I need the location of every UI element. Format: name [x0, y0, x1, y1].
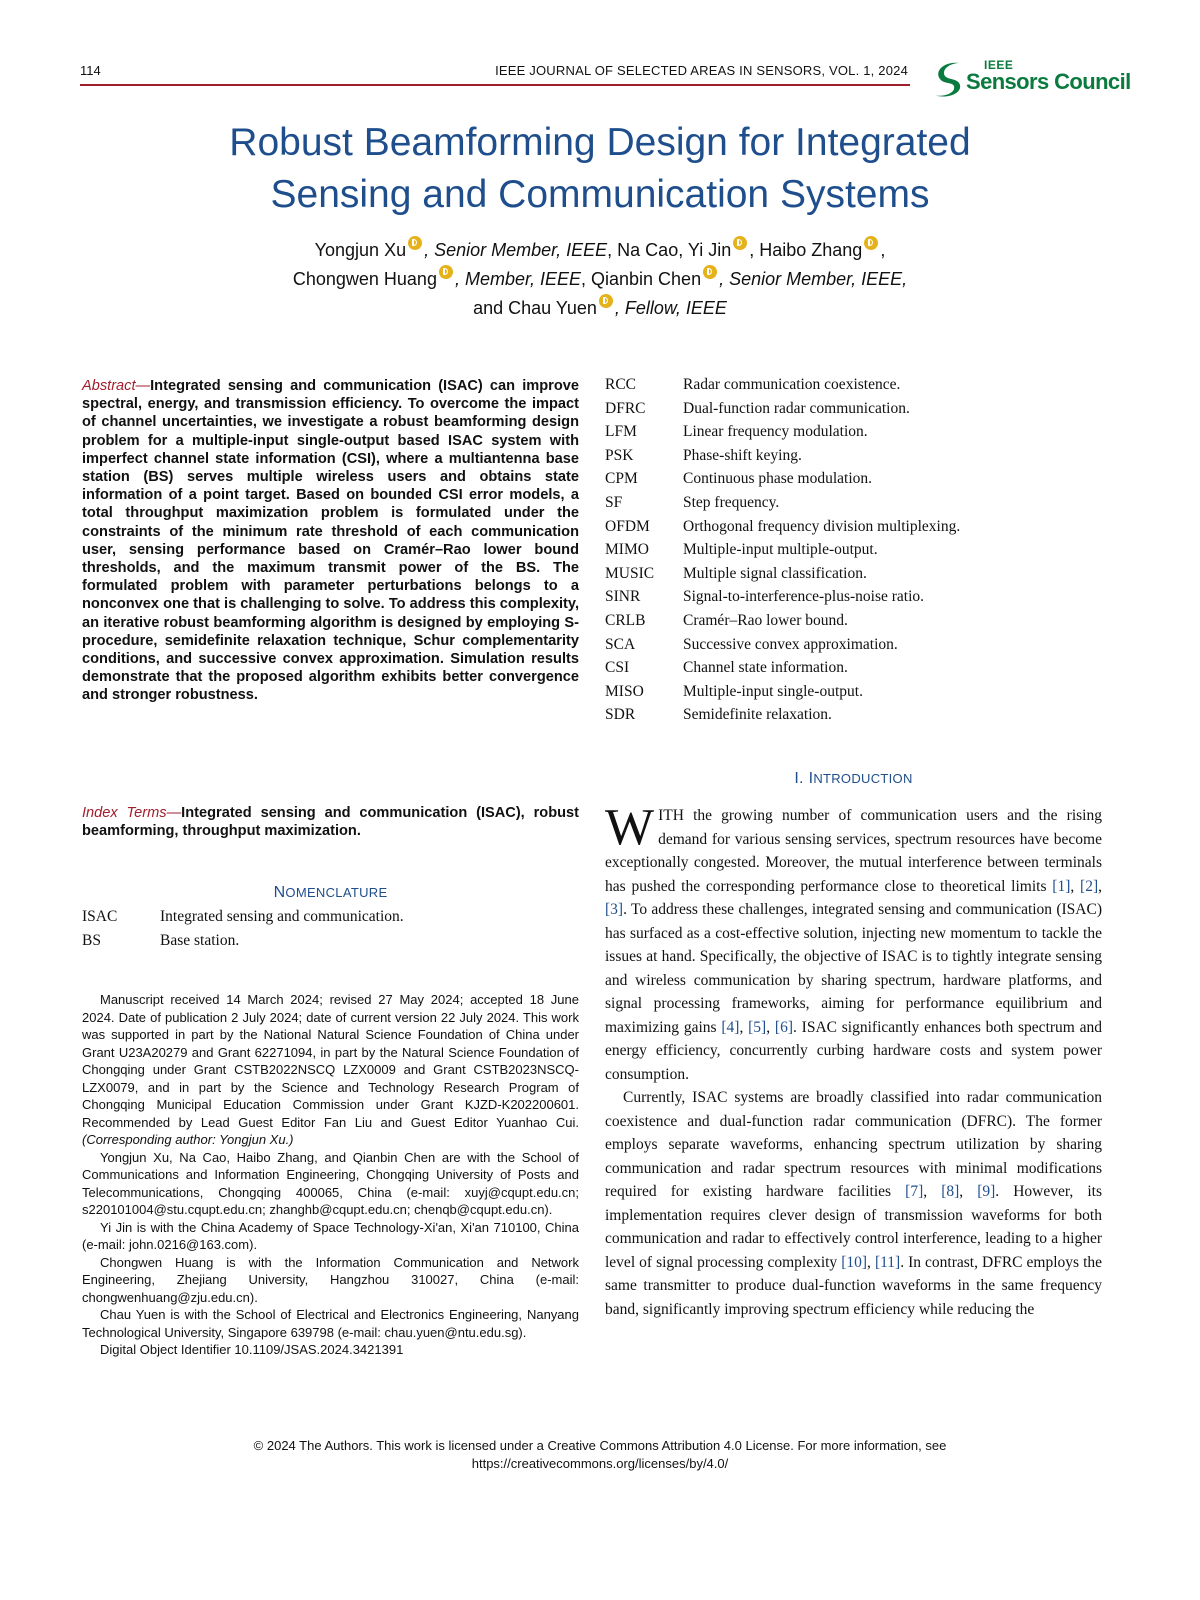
- author-role: , Member, IEEE: [454, 269, 581, 289]
- nomenclature-item: [605, 680, 1102, 704]
- citation-link[interactable]: [7]: [905, 1183, 924, 1200]
- license-notice: © 2024 The Authors. This work is licensed under a Creative Commons Attribution 4.0 License. For more information, see: [253, 1438, 947, 1453]
- orcid-icon[interactable]: [408, 236, 422, 250]
- nomenclature-item: [605, 444, 1102, 468]
- footnote-doi: Digital Object Identifier 10.1109/JSAS.2024.3421391: [100, 1342, 404, 1357]
- sensors-council-logo: [930, 55, 1131, 105]
- nomenclature-abbreviation: CRLB: [605, 612, 646, 629]
- nomenclature-definition: Channel state information.: [683, 659, 848, 677]
- citation-link[interactable]: [8]: [941, 1183, 960, 1200]
- nomenclature-item: [605, 585, 1102, 609]
- nomenclature-abbreviation: DFRC: [605, 399, 646, 417]
- nomenclature-definition: Integrated sensing and communication.: [160, 908, 404, 925]
- nomenclature-definition: Linear frequency modulation.: [683, 423, 868, 441]
- author-separator: ,: [880, 240, 886, 260]
- author-line-2: [0, 265, 1200, 293]
- nomenclature-item: [605, 562, 1102, 586]
- orcid-icon[interactable]: [439, 265, 453, 279]
- logo-swoosh-icon: [930, 59, 966, 99]
- introduction-heading: I. INTRODUCTION: [794, 770, 913, 787]
- orcid-icon[interactable]: [703, 265, 717, 279]
- nomenclature-item: [605, 467, 1102, 491]
- nomenclature-definition: Semidefinite relaxation.: [683, 706, 832, 724]
- nomenclature-abbreviation: PSK: [605, 446, 634, 464]
- author-role: , Senior Member, IEEE,: [719, 269, 908, 289]
- nomenclature-abbreviation: RCC: [605, 376, 637, 393]
- nomenclature-definition: Step frequency.: [683, 494, 780, 511]
- nomenclature-item: [605, 703, 1102, 727]
- citation-link[interactable]: [10]: [841, 1253, 868, 1271]
- nomenclature-definition: Dual-function radar communication.: [683, 399, 910, 417]
- author-name: and Chau Yuen: [473, 298, 597, 318]
- nomenclature-definition: Cramér–Rao lower bound.: [683, 612, 848, 629]
- index-terms: [82, 804, 579, 840]
- nomenclature-item: [605, 397, 1102, 421]
- nomenclature-definition: Signal-to-interference-plus-noise ratio.: [683, 588, 925, 606]
- author-name: Chongwen Huang: [292, 269, 437, 289]
- footnote-affiliation: Yi Jin is with the China Academy of Space Technology-Xi'an, Xi'an 710100, China (e-mail: john.0216@163.com).: [82, 1219, 579, 1252]
- intro-paragraph-1: WITH the growing number of communication users and the rising demand for various sensing services, spectrum resources have become exceptionally congested. Moreover, the mutual interference between terminals has pushed the corresponding performance close to theoretical limits [1], [2], [3]. To address these challenges, integrated sensing and communication (ISAC) has surfaced as a cost-effective solution, injecting new momentum to tackle the issues at hand. Specifically, the objective of ISAC is to tightly integrate sensing and wireless communication by sharing spectrum, hardware platforms, and signal processing frameworks, aiming for performance equilibrium and maximizing gains [4], [5], [6]. ISAC significantly enhances both spectrum and energy efficiency, concurrently curbing hardware costs and system power consumption.: [605, 799, 1103, 1083]
- nomenclature-item: [605, 491, 1102, 515]
- nomenclature-definition: Orthogonal frequency division multiplexing.: [683, 517, 961, 535]
- nomenclature-item: [82, 929, 579, 953]
- footnote-affiliation: Yongjun Xu, Na Cao, Haibo Zhang, and Qianbin Chen are with the School of Communications and Information Engineering, Chongqing University of Posts and Telecommunications, Chongqing 400065, China (e-mail: xuyj@cqupt.edu.cn; s220101004@stu.cqupt.edu.cn; zhanghb@cqupt.edu.cn; chenqb@cqupt.edu.cn).: [82, 1149, 579, 1217]
- journal-name: IEEE JOURNAL OF SELECTED AREAS IN SENSORS, VOL. 1, 2024: [495, 63, 908, 78]
- nomenclature-definition: Multiple-input multiple-output.: [683, 541, 878, 559]
- nomenclature-item: [605, 633, 1102, 657]
- author-name: Yongjun Xu: [314, 240, 407, 260]
- citation-link[interactable]: [3]: [605, 901, 624, 918]
- nomenclature-definition: Radar communication coexistence.: [683, 376, 901, 393]
- nomenclature-heading: NOMENCLATURE: [273, 884, 388, 901]
- citation-link[interactable]: [6]: [774, 1018, 793, 1036]
- paper-title-line-2: Sensing and Communication Systems: [270, 173, 930, 216]
- nomenclature-abbreviation: BS: [82, 932, 101, 949]
- author-line-3: [0, 294, 1200, 322]
- author-role: , Senior Member, IEEE: [424, 240, 608, 260]
- orcid-icon[interactable]: [733, 236, 747, 250]
- nomenclature-abbreviation: MUSIC: [605, 564, 655, 582]
- nomenclature-definition: Multiple-input single-output.: [683, 682, 863, 700]
- nomenclature-abbreviation: SDR: [605, 706, 636, 724]
- author-name: , Na Cao, Yi Jin: [607, 240, 732, 260]
- abstract-text: Integrated sensing and communication (ISAC) can improve spectral, energy, and transmission efficiency. To overcome the impact of channel uncertainties, we investigate a robust beamforming design problem for a multiple-input single-output based ISAC system with imperfect channel state information (CSI), where a multiantenna base station (BS) serves multiple wireless users and obtains state information of a point target. Based on bounded CSI error models, a total throughput maximization problem is formulated under the constraints of the minimum rate threshold of each communication user, sensing performance based on Cramér–Rao lower bound thresholds, and the maximum transmit power of the BS. The formulated problem with parameter perturbations belongs to a nonconvex one that is challenging to solve. To address this complexity, an iterative robust beamforming algorithm is designed by employing S-procedure, semidefinite relaxation technique, Schur complementarity conditions, and successive convex approximation. Simulation results demonstrate that the proposed algorithm exhibits better convergence and stronger robustness.: [82, 378, 579, 704]
- nomenclature-item: [605, 609, 1102, 633]
- nomenclature-definition: Multiple signal classification.: [683, 564, 867, 582]
- page-number: 114: [80, 63, 101, 78]
- nomenclature-abbreviation: SF: [605, 494, 623, 511]
- nomenclature-abbreviation: SINR: [605, 588, 641, 606]
- author-name: , Haibo Zhang: [749, 240, 863, 260]
- drop-cap: W: [605, 799, 655, 856]
- nomenclature-item: [605, 373, 1102, 397]
- paper-title-line-1: Robust Beamforming Design for Integrated: [229, 121, 971, 164]
- nomenclature-abbreviation: CPM: [605, 470, 638, 488]
- nomenclature-definition: Phase-shift keying.: [683, 446, 802, 464]
- abstract-label: Abstract—: [82, 378, 151, 394]
- footnote: [82, 991, 579, 1359]
- intro-paragraph-2: Currently, ISAC systems are broadly classified into radar communication coexistence and dual-function radar communication (DFRC). The former employs separate waveforms, enhancing spectrum utilization by sharing communication and radar spectrum resources with minimal modifications required for existing hardware facilities [7], [8], [9]. However, its implementation requires clever design of transmission waveforms for both communication and radar to effectively control interference, leading to a higher level of signal processing complexity [10], [11]. In contrast, DFRC employs the same transmitter to produce dual-function waveforms in the same frequency band, significantly improving spectrum efficiency while reducing the: [605, 1089, 1103, 1318]
- citation-link[interactable]: [9]: [977, 1183, 996, 1200]
- nomenclature-item: [605, 515, 1102, 539]
- citation-link[interactable]: [1]: [1052, 877, 1071, 895]
- license-link[interactable]: https://creativecommons.org/licenses/by/4.0/: [471, 1456, 729, 1471]
- nomenclature-abbreviation: CSI: [605, 659, 630, 677]
- nomenclature-definition: Continuous phase modulation.: [683, 470, 873, 488]
- author-name: , Qianbin Chen: [581, 269, 702, 289]
- citation-link[interactable]: [2]: [1080, 877, 1099, 895]
- logo-ieee-text: IEEE: [984, 58, 1014, 72]
- author-role: , Fellow, IEEE: [614, 298, 727, 318]
- citation-link[interactable]: [11]: [874, 1253, 901, 1271]
- nomenclature-item: [605, 656, 1102, 680]
- nomenclature-item: [82, 905, 579, 929]
- citation-link[interactable]: [5]: [748, 1018, 767, 1036]
- nomenclature-item: [605, 538, 1102, 562]
- author-line-1: [0, 236, 1200, 264]
- footnote-affiliation: Chau Yuen is with the School of Electrical and Electronics Engineering, Nanyang Technological University, Singapore 639798 (e-mail: chau.yuen@ntu.edu.sg).: [82, 1307, 579, 1340]
- index-terms-text: Integrated sensing and communication (ISAC), robust beamforming, throughput maximization.: [82, 805, 580, 840]
- nomenclature-definition: Successive convex approximation.: [683, 635, 898, 653]
- orcid-icon[interactable]: [864, 236, 878, 250]
- abstract: [82, 377, 579, 705]
- nomenclature-abbreviation: LFM: [605, 423, 637, 441]
- index-terms-label: Index Terms—: [82, 805, 182, 821]
- introduction-body: [605, 799, 1103, 1321]
- nomenclature-abbreviation: MISO: [605, 682, 644, 700]
- nomenclature-definition: Base station.: [160, 932, 240, 949]
- nomenclature-item: [605, 420, 1102, 444]
- nomenclature-abbreviation: MIMO: [605, 541, 649, 559]
- nomenclature-abbreviation: ISAC: [82, 908, 118, 925]
- footnote-affiliation: Chongwen Huang is with the Information Communication and Network Engineering, Zhejiang University, Hangzhou 310027, China (e-mail: chongwenhuang@zju.edu.cn).: [82, 1254, 579, 1305]
- nomenclature-abbreviation: OFDM: [605, 517, 650, 535]
- footnote-manuscript: Manuscript received 14 March 2024; revised 27 May 2024; accepted 18 June 2024. Date of publication 2 July 2024; date of current version 22 July 2024. This work was supported in part by the National Natural Science Foundation of China under Grant U23A20279 and Grant 62271094, in part by the Natural Science Foundation of Chongqing under Grant CSTB2022NSCQ LZX0009 and Grant CSTB2023NSCQ-LZX0079, and in part by the Science and Technology Research Program of Chongqing Municipal Education Commission under Grant KJZD-K202200601. Recommended by Lead Guest Editor Fan Liu and Guest Editor Yuanhao Cui. (Corresponding author: Yongjun Xu.): [82, 992, 579, 1147]
- citation-link[interactable]: [4]: [721, 1018, 740, 1036]
- header-rule: [80, 84, 910, 86]
- nomenclature-abbreviation: SCA: [605, 635, 636, 653]
- orcid-icon[interactable]: [599, 294, 613, 308]
- logo-council-text: Sensors Council: [966, 69, 1131, 94]
